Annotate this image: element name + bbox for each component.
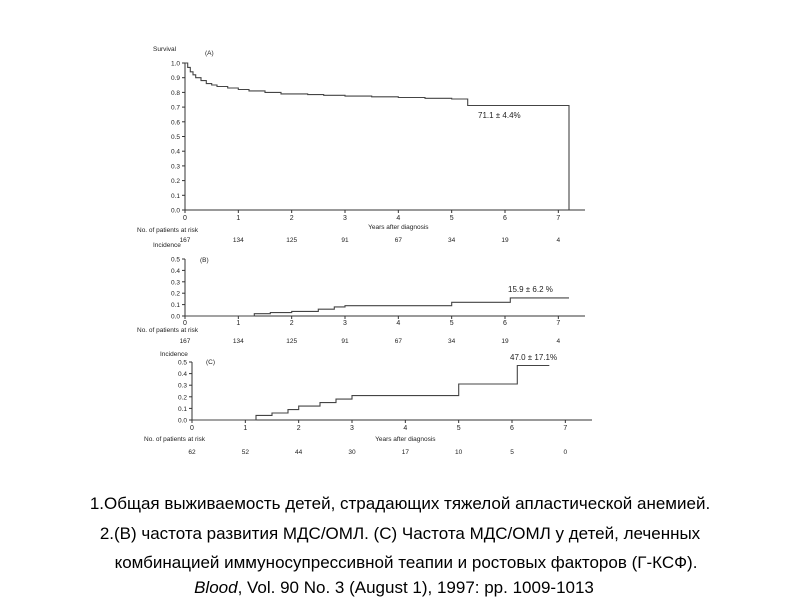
y-tick-label: 0.1 (170, 192, 180, 200)
y-tick-label: 0.9 (170, 75, 180, 83)
y-tick-label: 0.4 (170, 148, 180, 156)
y-tick-label: 0.3 (170, 279, 180, 287)
x-tick-label: 4 (403, 425, 408, 432)
x-tick-label: 5 (449, 215, 454, 222)
x-tick-label: 6 (503, 320, 507, 327)
risk-count: 125 (286, 338, 298, 345)
y-tick-label: 0.7 (170, 104, 180, 112)
risk-table-label: No. of patients at risk (137, 327, 199, 334)
panel-label: (B) (200, 257, 209, 264)
risk-count: 167 (179, 338, 191, 345)
x-tick-label: 2 (289, 215, 294, 222)
panel-a-survival-chart (137, 46, 585, 244)
panel-b-incidence-chart (137, 242, 585, 345)
y-tick-label: 0.3 (177, 382, 187, 390)
y-tick-label: 0.5 (170, 256, 180, 264)
panel-label: (A) (205, 50, 214, 57)
estimate-annotation: 71.1 ± 4.4% (478, 111, 521, 120)
risk-count: 91 (341, 237, 349, 244)
risk-count: 4 (556, 237, 561, 244)
x-tick-label: 5 (449, 320, 454, 327)
y-tick-label: 0.5 (177, 359, 187, 367)
x-axis-label: Years after diagnosis (368, 224, 429, 231)
risk-count: 67 (394, 338, 402, 345)
risk-count: 62 (188, 449, 196, 456)
caption-citation (0, 578, 794, 598)
y-tick-label: 0.0 (177, 417, 187, 425)
caption-line-3: комбинацией иммуносупрессивной теапии и ростовых факторов (Г-КСФ). (114, 553, 698, 572)
risk-count: 134 (232, 237, 244, 244)
y-tick-label: 0.1 (170, 302, 180, 310)
x-tick-label: 6 (503, 215, 507, 222)
x-tick-label: 5 (456, 425, 461, 432)
estimate-annotation: 15.9 ± 6.2 % (508, 285, 553, 294)
panel-label: (C) (206, 359, 216, 366)
y-tick-label: 0.5 (170, 134, 180, 141)
risk-count: 125 (286, 237, 298, 244)
x-tick-label: 3 (343, 320, 347, 327)
risk-count: 34 (448, 237, 456, 244)
risk-count: 134 (232, 338, 244, 345)
y-tick-label: 0.4 (177, 371, 187, 379)
y-axis-label: Survival (153, 46, 177, 53)
x-axis-label: Years after diagnosis (375, 436, 436, 443)
journal-name: Blood (194, 578, 238, 597)
risk-count: 4 (556, 338, 561, 345)
risk-count: 10 (455, 449, 463, 456)
step-curve-line (192, 366, 549, 421)
estimate-annotation: 47.0 ± 17.1% (510, 353, 558, 362)
y-tick-label: 0.2 (177, 394, 187, 402)
caption-line-2: 2.(В) частота развития МДС/ОМЛ. (С) Частота МДС/ОМЛ у детей, леченных (99, 524, 701, 543)
y-tick-label: 0.0 (170, 207, 180, 215)
y-tick-label: 0.0 (170, 313, 180, 321)
y-tick-label: 1.0 (170, 60, 180, 68)
y-tick-label: 0.2 (170, 178, 180, 186)
x-tick-label: 1 (236, 320, 241, 327)
x-tick-label: 1 (236, 215, 241, 222)
risk-table-label: No. of patients at risk (137, 227, 199, 234)
x-tick-label: 2 (296, 425, 301, 432)
x-tick-label: 7 (563, 425, 568, 432)
risk-count: 34 (448, 338, 456, 345)
panel-c-incidence-chart (144, 351, 592, 456)
step-curve-line (185, 298, 569, 316)
x-tick-label: 3 (343, 215, 347, 222)
y-tick-label: 0.1 (177, 405, 187, 413)
risk-count: 19 (501, 237, 509, 244)
citation-details: , Vol. 90 No. 3 (August 1), 1997: pp. 1009-1013 (237, 578, 594, 597)
risk-count: 0 (563, 449, 568, 456)
x-tick-label: 4 (396, 320, 401, 327)
x-tick-label: 7 (556, 215, 561, 222)
x-tick-label: 0 (190, 425, 194, 432)
x-tick-label: 0 (183, 320, 187, 327)
y-tick-label: 0.8 (170, 89, 180, 97)
risk-count: 91 (341, 338, 349, 345)
y-tick-label: 0.6 (170, 119, 180, 127)
step-curve-line (185, 63, 569, 210)
risk-count: 67 (394, 237, 402, 244)
risk-count: 44 (295, 449, 303, 456)
risk-count: 5 (510, 449, 514, 456)
y-tick-label: 0.4 (170, 267, 180, 275)
caption-line-1: 1.Общая выживаемость детей, страдающих тяжелой апластической анемией. (89, 494, 711, 513)
risk-count: 52 (241, 449, 249, 456)
x-tick-label: 3 (350, 425, 354, 432)
x-tick-label: 4 (396, 215, 401, 222)
x-tick-label: 2 (289, 320, 294, 327)
risk-count: 167 (179, 237, 191, 244)
x-tick-label: 6 (510, 425, 514, 432)
risk-count: 17 (401, 449, 409, 456)
y-axis-label: Incidence (160, 351, 188, 358)
risk-count: 30 (348, 449, 356, 456)
x-tick-label: 1 (243, 425, 248, 432)
y-axis-label: Incidence (153, 242, 181, 249)
y-tick-label: 0.3 (170, 163, 180, 171)
y-tick-label: 0.2 (170, 290, 180, 298)
risk-count: 19 (501, 338, 509, 345)
x-tick-label: 0 (183, 215, 187, 222)
x-tick-label: 7 (556, 320, 561, 327)
risk-table-label: No. of patients at risk (144, 436, 206, 443)
